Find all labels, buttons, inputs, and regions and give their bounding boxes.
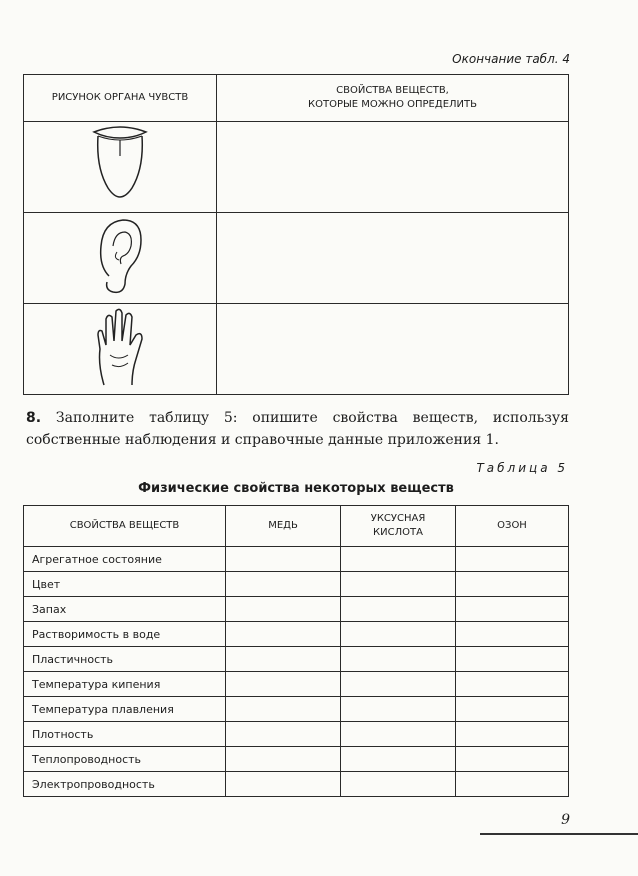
acetic-acid-value-cell[interactable] (341, 547, 456, 572)
table-row (24, 747, 569, 772)
organ-cell (24, 122, 217, 213)
table-row (24, 772, 569, 797)
acetic-acid-value-cell[interactable] (341, 647, 456, 672)
tongue-icon (90, 124, 150, 206)
table-row (24, 122, 569, 213)
table-5-label: Таблица 5 (476, 461, 568, 475)
task-8 (26, 407, 569, 451)
copper-value-cell[interactable] (226, 722, 341, 747)
properties-cell[interactable] (217, 122, 569, 213)
continuation-label: Окончание табл. 4 (452, 52, 570, 66)
copper-value-cell[interactable] (226, 622, 341, 647)
hand-icon (88, 305, 152, 389)
table-row (24, 597, 569, 622)
acetic-acid-value-cell[interactable] (341, 697, 456, 722)
ozone-value-cell[interactable] (456, 547, 569, 572)
acetic-acid-value-cell[interactable] (341, 672, 456, 697)
acetic-acid-value-cell[interactable] (341, 722, 456, 747)
table-row (24, 697, 569, 722)
acetic-acid-value-cell[interactable] (341, 597, 456, 622)
ozone-value-cell[interactable] (456, 647, 569, 672)
acetic-acid-value-cell[interactable] (341, 772, 456, 797)
table-row (24, 647, 569, 672)
header-properties: СВОЙСТВА ВЕЩЕСТВ (24, 506, 226, 547)
property-name: Температура плавления (24, 697, 226, 722)
table-row (24, 672, 569, 697)
properties-cell[interactable] (217, 213, 569, 304)
copper-value-cell[interactable] (226, 747, 341, 772)
table-header-row (24, 75, 569, 122)
sense-organs-table (23, 74, 569, 395)
ozone-value-cell[interactable] (456, 747, 569, 772)
property-name: Теплопроводность (24, 747, 226, 772)
table-5-title: Физические свойства некоторых веществ (138, 481, 454, 496)
table-row (24, 622, 569, 647)
page-number: 9 (561, 812, 570, 828)
organ-cell (24, 304, 217, 395)
ozone-value-cell[interactable] (456, 572, 569, 597)
header-acetic-acid: УКСУСНАЯ КИСЛОТА (341, 506, 456, 547)
ear-icon (95, 216, 145, 296)
table-row (24, 304, 569, 395)
property-name: Агрегатное состояние (24, 547, 226, 572)
task-text: Заполните таблицу 5: опишите свойства веществ, используя собственные наблюдения и справочные данные приложения 1. (26, 410, 570, 448)
header-organ-picture: РИСУНОК ОРГАНА ЧУВСТВ (24, 75, 217, 122)
ozone-value-cell[interactable] (456, 622, 569, 647)
table-row (24, 722, 569, 747)
property-name: Пластичность (24, 647, 226, 672)
properties-cell[interactable] (217, 304, 569, 395)
copper-value-cell[interactable] (226, 547, 341, 572)
copper-value-cell[interactable] (226, 672, 341, 697)
copper-value-cell[interactable] (226, 572, 341, 597)
property-name: Плотность (24, 722, 226, 747)
footer-rule (480, 833, 638, 835)
property-name: Электропроводность (24, 772, 226, 797)
copper-value-cell[interactable] (226, 597, 341, 622)
header-copper: МЕДЬ (226, 506, 341, 547)
copper-value-cell[interactable] (226, 647, 341, 672)
property-name: Температура кипения (24, 672, 226, 697)
organ-cell (24, 213, 217, 304)
ozone-value-cell[interactable] (456, 597, 569, 622)
property-name: Цвет (24, 572, 226, 597)
table-row (24, 213, 569, 304)
header-properties: СВОЙСТВА ВЕЩЕСТВ, КОТОРЫЕ МОЖНО ОПРЕДЕЛИТЬ (217, 75, 569, 122)
acetic-acid-value-cell[interactable] (341, 622, 456, 647)
copper-value-cell[interactable] (226, 772, 341, 797)
ozone-value-cell[interactable] (456, 697, 569, 722)
copper-value-cell[interactable] (226, 697, 341, 722)
ozone-value-cell[interactable] (456, 722, 569, 747)
table-header-row (24, 506, 569, 547)
property-name: Запах (24, 597, 226, 622)
ozone-value-cell[interactable] (456, 772, 569, 797)
task-number: 8. (26, 410, 42, 426)
acetic-acid-value-cell[interactable] (341, 747, 456, 772)
header-ozone: ОЗОН (456, 506, 569, 547)
ozone-value-cell[interactable] (456, 672, 569, 697)
table-row (24, 547, 569, 572)
acetic-acid-value-cell[interactable] (341, 572, 456, 597)
property-name: Растворимость в воде (24, 622, 226, 647)
table-row (24, 572, 569, 597)
physical-properties-table (23, 505, 569, 797)
